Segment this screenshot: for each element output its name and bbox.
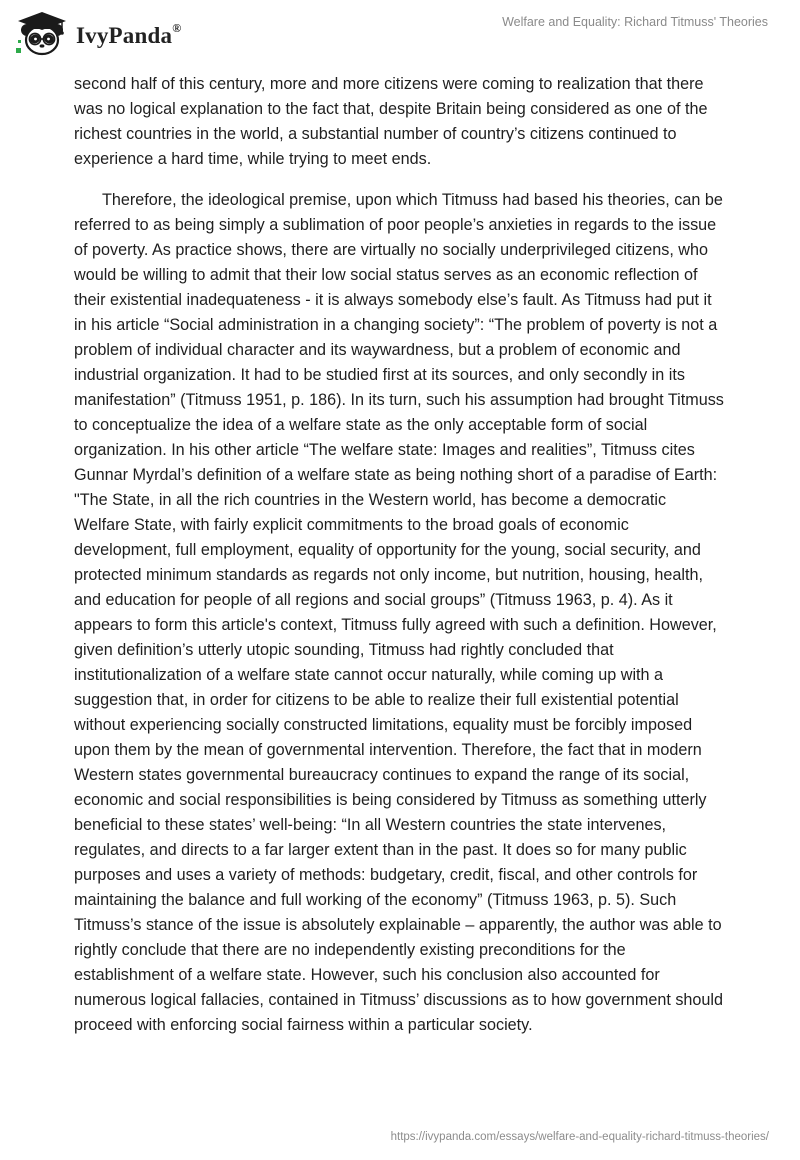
source-url[interactable]: https://ivypanda.com/essays/welfare-and-equality-richard-titmuss-theories/ — [390, 1131, 769, 1143]
panda-graduate-icon — [14, 10, 70, 58]
registered-mark: ® — [172, 21, 182, 35]
brand-name — [76, 23, 181, 49]
article-body — [74, 72, 726, 1038]
paragraph: Therefore, the ideological premise, upon which Titmuss had based his theories, can be referred to as being simply a sublimation of poor people’s anxieties in regards to the issue of poverty. As practice shows, there are virtually no socially underprivileged citizens, who would be willing to admit that their low social status serves as an economic reflection of their existential inadequateness - it is always somebody else’s fault. As Titmuss had put it in his article “Social administration in a changing society”: “The problem of poverty is not a problem of individual character and its waywardness, but a problem of economic and industrial organization. It had to be studied first at its sources, and only secondly in its manifestation” (Titmuss 1951, p. 186). In its turn, such his assumption had brought Titmuss to conceptualize the idea of a welfare state as the only acceptable form of social organization. In his other article “The welfare state: Images and realities”, Titmuss cites Gunnar Myrdal’s definition of a welfare state as being nothing short of a paradise of Earth: "The State, in all the rich countries in the Western world, has become a democratic Welfare State, with fairly explicit commitments to the broad goals of economic development, full employment, equality of opportunity for the young, social security, and protected minimum standards as regards not only income, but nutrition, housing, health, and education for people of all regions and social groups” (Titmuss 1963, p. 4). As it appears to form this article's context, Titmuss fully agreed with such a definition. However, given definition’s utterly utopic sounding, Titmuss had rightly concluded that institutionalization of a welfare state cannot occur naturally, while coming up with a suggestion that, in order for citizens to be able to realize their full existential potential without experiencing socially constructed limitations, equality must be forcibly imposed upon them by the mean of governmental intervention. Therefore, the fact that in modern Western states governmental bureaucracy continues to expand the range of its social, economic and social responsibilities is being considered by Titmuss as something utterly beneficial to these states’ well-being: “In all Western countries the state intervenes, regulates, and directs to a far larger extent than in the past. It does so for many public purposes and uses a variety of methods: budgetary, credit, fiscal, and other controls for maintaining the balance and full working of the economy” (Titmuss 1963, p. 5). Such Titmuss’s stance of the issue is absolutely explainable – apparently, the author was able to rightly conclude that there are no independently existing preconditions for the establishment of a welfare state. However, such his conclusion also accounted for numerous logical fallacies, contained in Titmuss’ discussions as to how government should proceed with enforcing social fairness within a particular society. — [74, 191, 724, 1034]
paragraph-continued: second half of this century, more and more citizens were coming to realization that there was no logical explanation to the fact that, despite Britain being considered as one of the richest countries in the world, a substantial number of country’s citizens continued to experience a hard time, while trying to meet ends. — [74, 75, 708, 168]
brand-name-text: IvyPanda — [76, 23, 173, 48]
brand-logo[interactable] — [14, 10, 181, 58]
page-header — [0, 0, 800, 70]
document-title: Welfare and Equality: Richard Titmuss' Theories — [502, 15, 768, 29]
